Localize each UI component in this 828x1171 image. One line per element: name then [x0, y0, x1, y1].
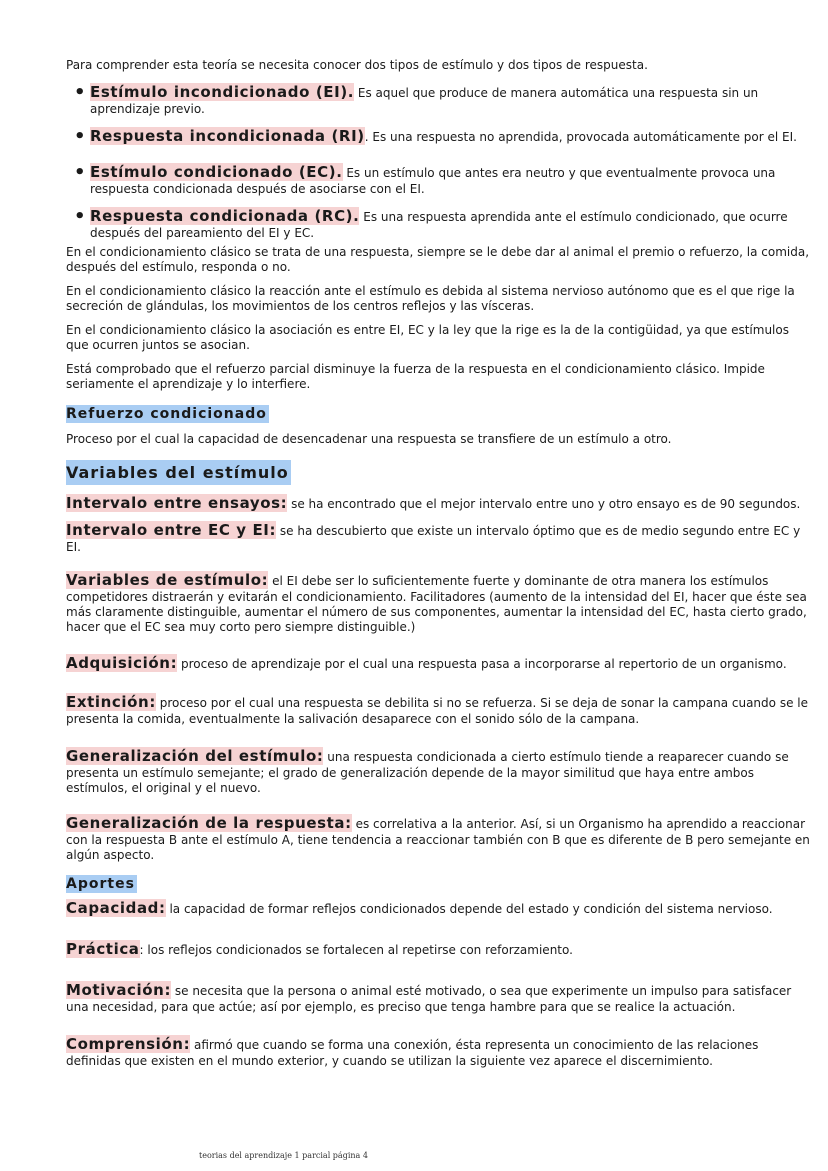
- variable-term: Adquisición:: [66, 654, 178, 672]
- paragraph: En el condicionamiento clásico se trata de una respuesta, siempre se le debe dar al animal el premio o refuerzo, la comida, después del estímulo, responda o no.: [66, 245, 810, 274]
- definition-term: Estímulo condicionado (EC).: [90, 163, 343, 181]
- definition-term: Respuesta condicionada (RC).: [90, 207, 360, 225]
- list-item: [66, 163, 814, 197]
- variable-entry: [66, 521, 814, 555]
- aporte-text: : los reflejos condicionados se fortalecen al repetirse con reforzamiento.: [139, 943, 573, 957]
- aporte-text: la capacidad de formar reflejos condicionados depende del estado y condición del sistema nervioso.: [165, 902, 773, 916]
- page-footer: teorias del aprendizaje 1 parcial página 4: [199, 1151, 368, 1160]
- definition-text: Es aquel que produce de manera automática una respuesta sin un aprendizaje previo.: [90, 86, 759, 116]
- variable-entry: [66, 571, 814, 635]
- variable-text: una respuesta condicionada a cierto estímulo tiende a reaparecer cuando se presenta un estímulo semejante; el grado de generalización depende de la mayor similitud que haya entre ambos estímulos, el original y el nuevo.: [66, 750, 789, 795]
- aporte-term: Capacidad:: [66, 899, 166, 917]
- variable-text: es correlativa a la anterior. Así, si un Organismo ha aprendido a reaccionar con la respuesta B ante el estímulo A, tiene tendencia a reaccionar también con B que es diferente de B pero semejante en algún aspecto.: [66, 817, 810, 862]
- definition-term: Respuesta incondicionada (RI): [90, 127, 365, 145]
- section-heading-aportes: Aportes: [66, 876, 135, 892]
- intro-paragraph: Para comprender esta teoría se necesita conocer dos tipos de estímulo y dos tipos de respuesta.: [66, 58, 648, 72]
- paragraph: En el condicionamiento clásico la reacción ante el estímulo es debida al sistema nervioso autónomo que es el que rige la secreción de glándulas, los movimientos de los centros reflejos y las vísceras.: [66, 284, 795, 313]
- definition-text: Es un estímulo que antes era neutro y que eventualmente provoca una respuesta condicionada después de asociarse con el EI.: [90, 166, 776, 196]
- variable-entry: [66, 747, 814, 796]
- aporte-term: Práctica: [66, 940, 140, 958]
- variable-entry: [66, 494, 814, 513]
- paragraph: Proceso por el cual la capacidad de desencadenar una respuesta se transfiere de un estímulo a otro.: [66, 432, 672, 446]
- aporte-text: afirmó que cuando se forma una conexión, ésta representa un conocimiento de las relaciones definidas que existen en el mundo exterior, y cuando se utilizan la siguiente vez aparece el discernimiento.: [66, 1038, 759, 1068]
- variable-term: Variables de estímulo:: [66, 571, 269, 589]
- paragraph: Está comprobado que el refuerzo parcial disminuye la fuerza de la respuesta en el condicionamiento clásico. Impide seriamente el aprendizaje y lo interfiere.: [66, 362, 765, 391]
- aporte-entry: [66, 899, 814, 918]
- aporte-entry: [66, 981, 814, 1015]
- variable-text: el EI debe ser lo suficientemente fuerte y dominante de otra manera los estímulos competidores distraerán y evitarán el condicionamiento. Facilitadores (aumento de la intensidad del EI, hacer que éste sea más claramente distinguible, aumentar el número de sus componentes, aumentar la intensidad del EC, hasta cierto grado, hacer que el EC sea muy corto pero siempre distinguible.): [66, 574, 807, 634]
- variable-term: Generalización de la respuesta:: [66, 814, 352, 832]
- definition-text: Es una respuesta aprendida ante el estímulo condicionado, que ocurre después del pareamiento del EI y EC.: [90, 210, 788, 240]
- paragraph: En el condicionamiento clásico la asociación es entre EI, EC y la ley que la rige es la de la contigüidad, ya que estímulos que ocurren juntos se asocian.: [66, 323, 789, 352]
- aporte-text: se necesita que la persona o animal esté motivado, o sea que experimente un impulso para satisfacer una necesidad, para que actúe; así por ejemplo, es preciso que tenga hambre para que se realice la actuación.: [66, 984, 792, 1014]
- list-item: [66, 207, 814, 241]
- section-heading-refuerzo: Refuerzo condicionado: [66, 406, 267, 422]
- variable-term: Intervalo entre EC y EI:: [66, 521, 277, 539]
- variable-text: proceso de aprendizaje por el cual una respuesta pasa a incorporarse al repertorio de un organismo.: [177, 657, 787, 671]
- variable-text: se ha encontrado que el mejor intervalo entre uno y otro ensayo es de 90 segundos.: [287, 497, 801, 511]
- list-item: [66, 83, 814, 117]
- aporte-entry: [66, 1035, 814, 1069]
- aporte-entry: [66, 940, 814, 959]
- variable-term: Extinción:: [66, 693, 156, 711]
- definition-term: Estímulo incondicionado (EI).: [90, 83, 355, 101]
- variable-term: Generalización del estímulo:: [66, 747, 324, 765]
- document-page: [66, 58, 814, 1069]
- list-item: [66, 127, 814, 146]
- variable-entry: [66, 654, 814, 673]
- definitions-list: [66, 83, 814, 241]
- variable-entry: [66, 693, 814, 727]
- variable-entry: [66, 814, 814, 863]
- variable-text: proceso por el cual una respuesta se debilita si no se refuerza. Si se deja de sonar la campana cuando se le presenta la comida, eventualmente la salivación desaparece con el sonido sólo de la campana.: [66, 696, 808, 726]
- aporte-term: Comprensión:: [66, 1035, 191, 1053]
- variable-term: Intervalo entre ensayos:: [66, 494, 288, 512]
- section-heading-variables: Variables del estímulo: [66, 460, 291, 485]
- variable-text: se ha descubierto que existe un intervalo óptimo que es de medio segundo entre EC y EI.: [66, 524, 801, 554]
- aporte-term: Motivación:: [66, 981, 172, 999]
- definition-text: . Es una respuesta no aprendida, provocada automáticamente por el EI.: [364, 130, 797, 144]
